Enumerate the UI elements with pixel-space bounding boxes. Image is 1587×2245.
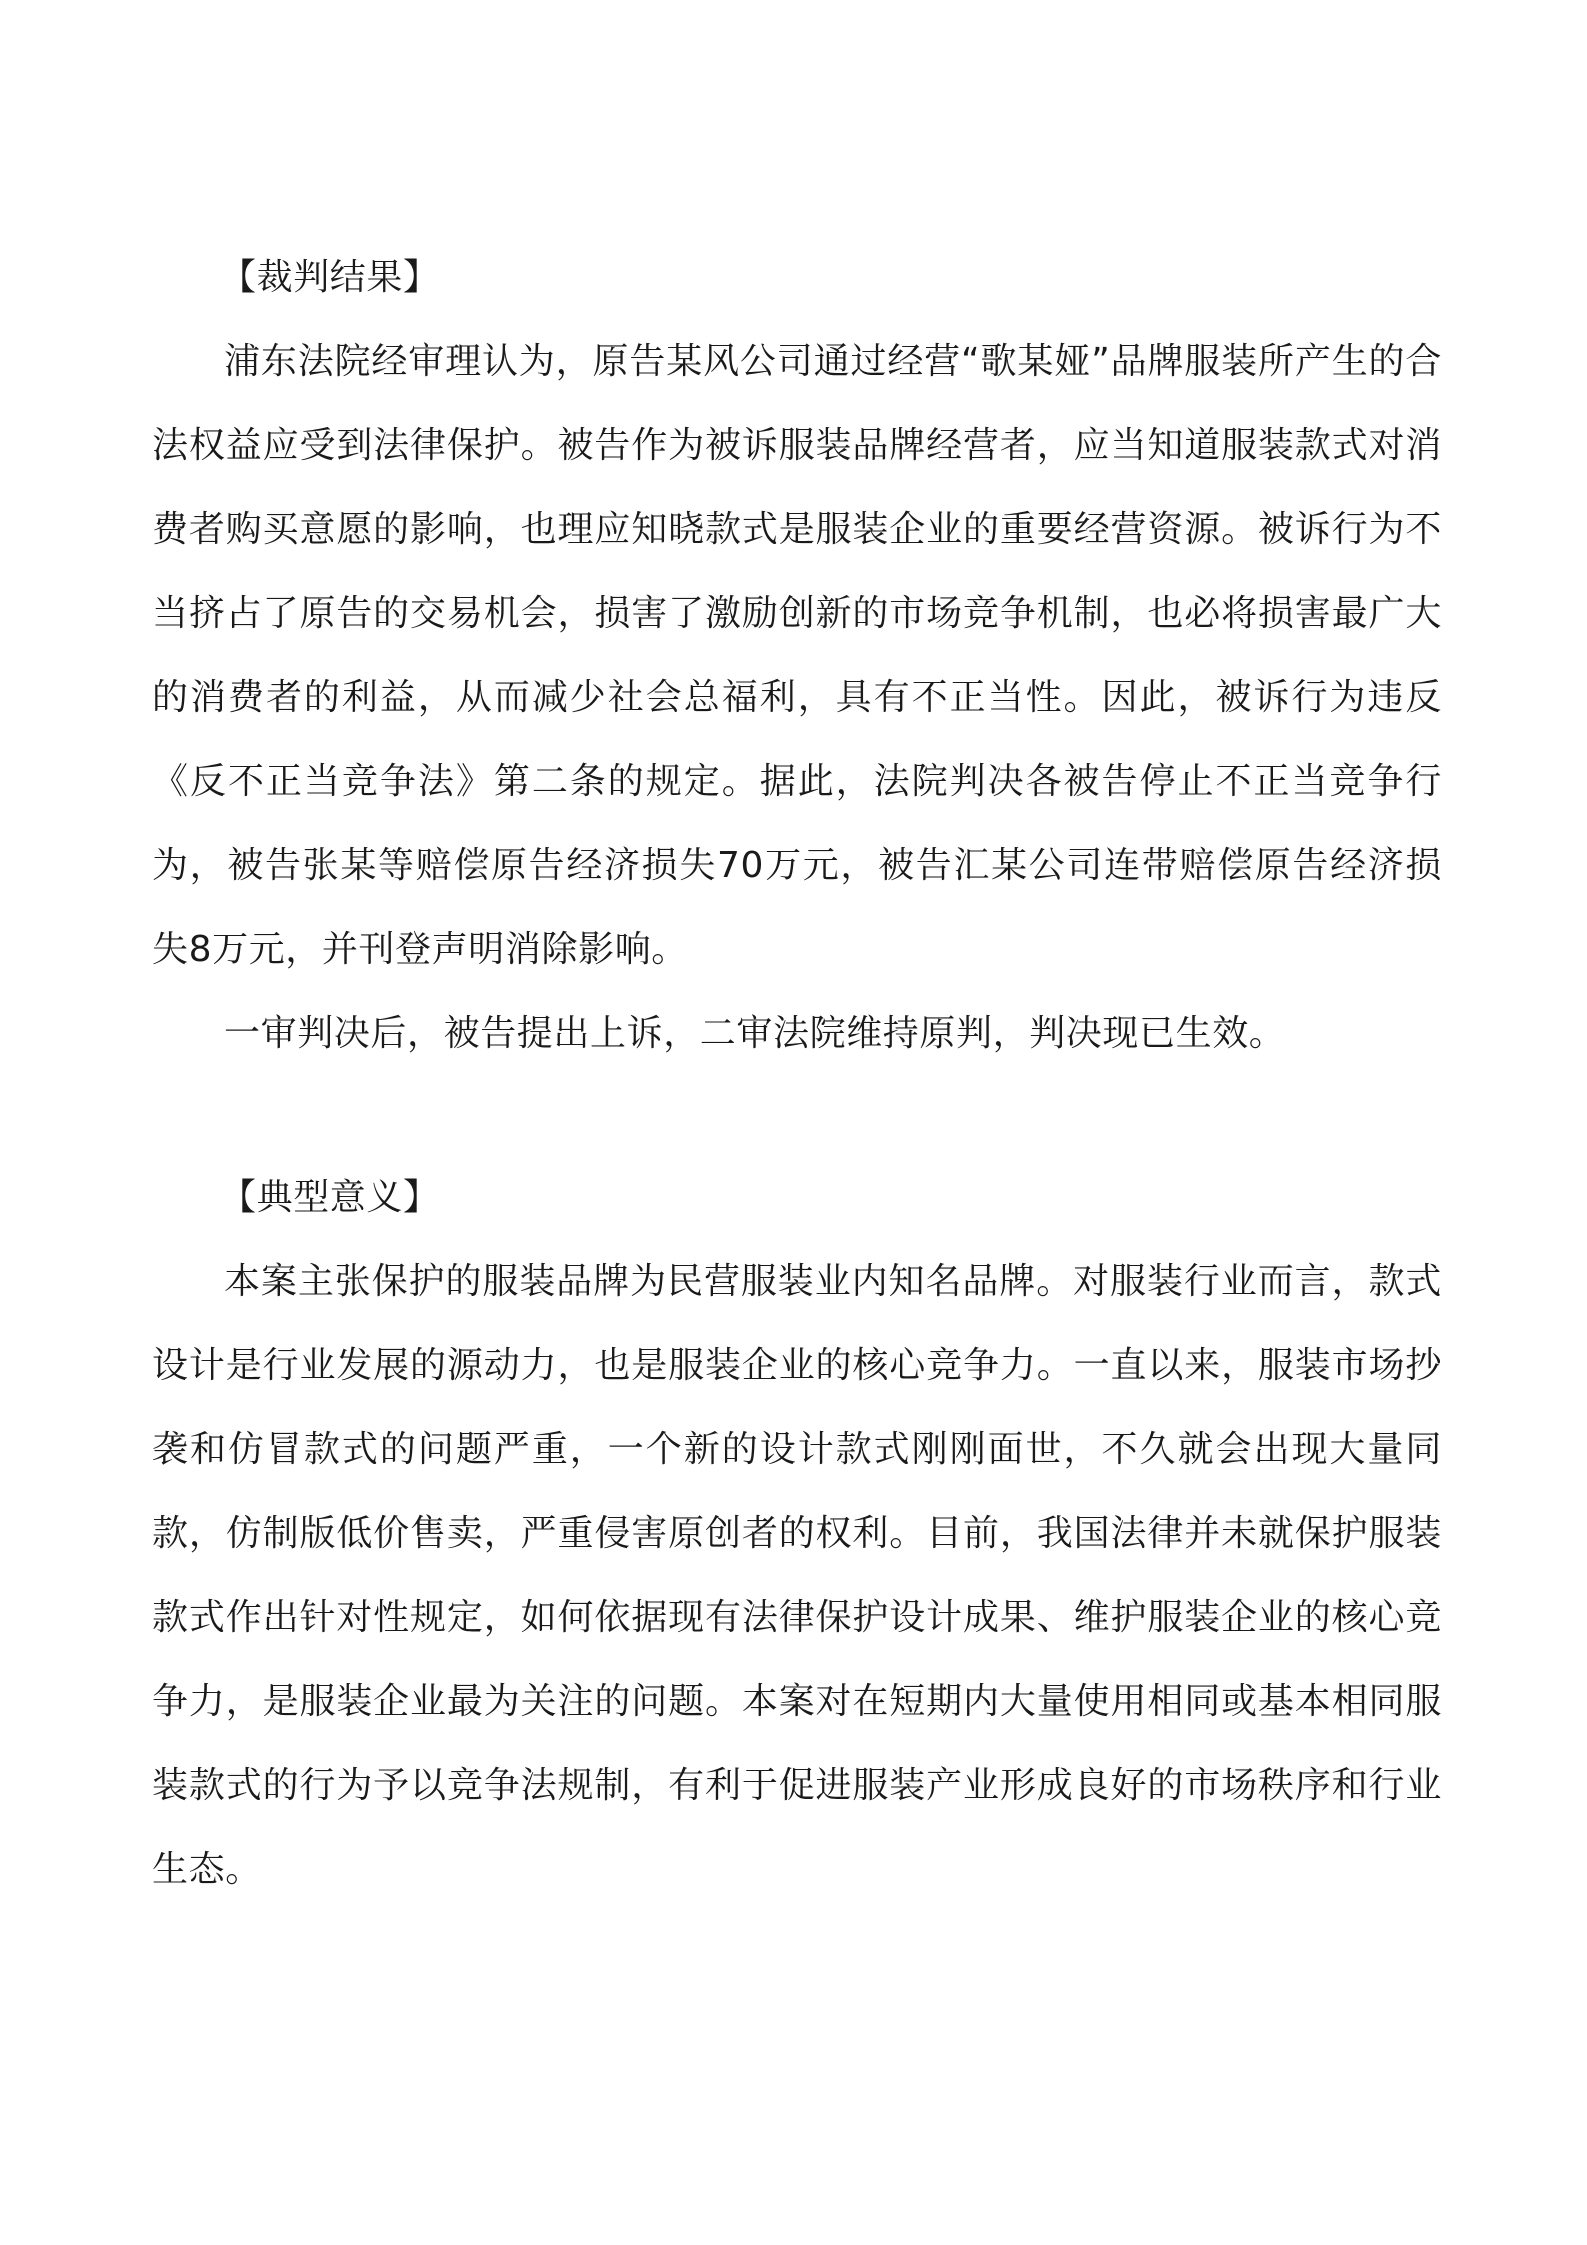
- paragraph-court-reasoning: 浦东法院经审理认为，原告某风公司通过经营“歌某娅”品牌服装所产生的合法权益应受到法律保护。被告作为被诉服装品牌经营者，应当知道服装款式对消费者购买意愿的影响，也理应知晓款式是服装企业的重要经营资源。被诉行为不当挤占了原告的交易机会，损害了激励创新的市场竞争机制，也必将损害最广大的消费者的利益，从而减少社会总福利，具有不正当性。因此，被诉行为违反《反不正当竞争法》第二条的规定。据此，法院判决各被告停止不正当竞争行为，被告张某等赔偿原告经济损失70万元，被告汇某公司连带赔偿原告经济损失8万元，并刊登声明消除影响。: [152, 341, 1442, 970]
- paragraph-significance: 本案主张保护的服装品牌为民营服装业内知名品牌。对服装行业而言，款式设计是行业发展的源动力，也是服装企业的核心竞争力。一直以来，服装市场抄袭和仿冒款式的问题严重，一个新的设计款式刚刚面世，不久就会出现大量同款，仿制版低价售卖，严重侵害原创者的权利。目前，我国法律并未就保护服装款式作出针对性规定，如何依据现有法律保护设计成果、维护服装企业的核心竞争力，是服装企业最为关注的问题。本案对在短期内大量使用相同或基本相同服装款式的行为予以竞争法规制，有利于促进服装产业形成良好的市场秩序和行业生态。: [152, 1261, 1442, 1890]
- section-heading-judgment-result: 【裁判结果】: [220, 257, 440, 298]
- section-heading-typical-significance: 【典型意义】: [220, 1177, 440, 1218]
- section-body-typical-significance: [152, 1240, 1442, 1912]
- paragraph-appeal-outcome: 一审判决后，被告提出上诉，二审法院维持原判，判决现已生效。: [224, 1013, 1286, 1054]
- section-body-judgment-result: [152, 320, 1442, 1076]
